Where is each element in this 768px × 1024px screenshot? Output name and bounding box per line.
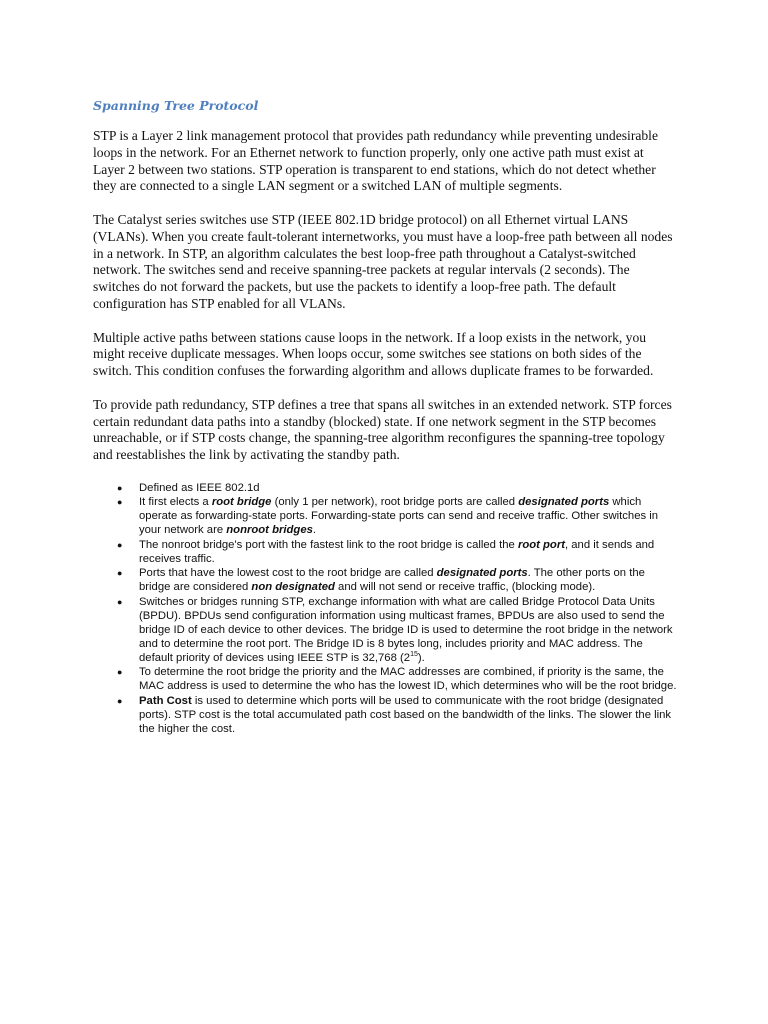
bullet-text: It first elects a xyxy=(139,496,212,509)
bullet-text: Switches or bridges running STP, exchange information with what are called Bridge Protocol Data Units (BPDU). BPDUs send configuration information using multicast frames, BPDUs are also used to send the bridge ID of each device to other devices. The bridge ID is used to determine the root bridge in the network and to determine the root port. The Bridge ID is 8 bytes long, includes priority and MAC address. The default priority of devices using IEEE STP is 32,768 (2 xyxy=(139,595,673,664)
paragraph-catalyst: The Catalyst series switches use STP (IEEE 802.1D bridge protocol) on all Ethernet virtual LANS (VLANs). When you create fault-tolerant internetworks, you must have a loop-free path between all nodes in a network. In STP, an algorithm calculates the best loop-free path throughout a Catalyst-switched network. The switches send and receive spanning-tree packets at regular intervals (2 seconds). The switches do not forward the packets, but use the packets to identify a loop-free path. The default configuration has STP enabled for all VLANs. xyxy=(93,211,673,311)
superscript: 15 xyxy=(410,650,418,658)
emphasized-term: root bridge xyxy=(211,496,272,509)
bullet-item xyxy=(93,538,678,566)
bullet-item xyxy=(93,595,678,665)
bullet-text: and will not send or receive traffic, (blocking mode). xyxy=(334,581,596,594)
bullet-item xyxy=(93,566,678,594)
emphasized-term: root port xyxy=(517,538,565,551)
bullet-text: ). xyxy=(417,651,425,664)
bullet-text: . The other ports on the bridge are considered xyxy=(139,567,645,594)
bullet-item xyxy=(93,481,678,495)
bullet-dot-icon: ● xyxy=(117,695,123,706)
bullet-text: . xyxy=(312,524,317,537)
document-page xyxy=(93,98,678,736)
document-title: Spanning Tree Protocol xyxy=(93,98,259,113)
emphasized-term: non designated xyxy=(251,581,335,594)
bullet-text: Defined as IEEE 802.1d xyxy=(139,481,260,494)
bullet-dot-icon: ● xyxy=(117,568,123,579)
paragraph-intro: STP is a Layer 2 link management protocol that provides path redundancy while preventing undesirable loops in the network. For an Ethernet network to function properly, only one active path must exist at Layer 2 between two stations. STP operation is transparent to end stations, which do not detect whether they are connected to a single LAN segment or a switched LAN of multiple segments. xyxy=(93,128,658,194)
bullet-item xyxy=(93,495,678,537)
emphasized-term: designated ports xyxy=(518,496,610,509)
bullet-item xyxy=(93,665,678,693)
bullet-dot-icon: ● xyxy=(117,497,123,508)
emphasized-term: nonroot bridges xyxy=(226,524,313,537)
bullet-list xyxy=(93,481,678,736)
bullet-item xyxy=(93,694,678,736)
bullet-text: To determine the root bridge the priority and the MAC addresses are combined, if priority is the same, the MAC address is used to determine the who has the lowest ID, which determines who will be the root bridge. xyxy=(139,666,677,693)
bullet-dot-icon: ● xyxy=(117,596,123,607)
bullet-text: The nonroot bridge's port with the fastest link to the root bridge is called the xyxy=(139,538,518,551)
bold-term: Path Cost xyxy=(139,694,192,707)
bullet-text: which operate as forwarding-state ports. Forwarding-state ports can send and receive traffic. Other switches in your network are xyxy=(139,496,659,537)
bullet-dot-icon: ● xyxy=(117,667,123,678)
bullet-text: , and it sends and receives traffic. xyxy=(139,538,655,565)
bullet-dot-icon: ● xyxy=(117,482,123,493)
bullet-text: (only 1 per network), root bridge ports are called xyxy=(271,496,519,509)
bullet-dot-icon: ● xyxy=(117,539,123,550)
emphasized-term: designated ports xyxy=(436,567,528,580)
paragraph-loops: Multiple active paths between stations cause loops in the network. If a loop exists in the network, you might receive duplicate messages. When loops occur, some switches see stations on both sides of the switch. This condition confuses the forwarding algorithm and allows duplicate frames to be forwarded. xyxy=(93,329,654,379)
bullet-text: is used to determine which ports will be used to communicate with the root bridge (designated ports). STP cost is the total accumulated path cost based on the bandwidth of the links. The slower the link the higher the cost. xyxy=(139,694,672,735)
bullet-text: Ports that have the lowest cost to the root bridge are called xyxy=(139,567,437,580)
paragraph-redundancy: To provide path redundancy, STP defines a tree that spans all switches in an extended network. STP forces certain redundant data paths into a standby (blocked) state. If one network segment in the STP becomes unreachable, or if STP costs change, the spanning-tree algorithm reconfigures the spanning-tree topology and reestablishes the link by activating the standby path. xyxy=(93,396,672,463)
